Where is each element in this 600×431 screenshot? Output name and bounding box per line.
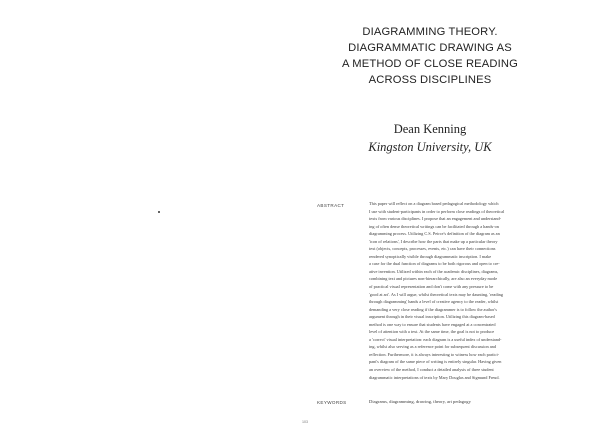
page-number: 103 [302,420,308,424]
abstract-line: ing of often dense theoretical writings can be facilitated through a hands-on [369,223,499,229]
abstract-line: of practical visual representation and don't come with any pressure to be [369,284,494,290]
author-affiliation: Kingston University, UK [368,140,492,154]
abstract-line: reflection. Furthermore, it is always interesting to witness how each partici- [369,351,500,357]
abstract-line: ing, whilst also serving as a reference point for subsequent discussion and [369,344,496,350]
title-line: DIAGRAMMATIC DRAWING AS [348,42,512,54]
abstract-body [369,200,581,381]
title-line: A METHOD OF CLOSE READING [342,58,518,70]
abstract-line: rendered synoptically visible through diagrammatic inscription. I make [369,253,492,259]
title-line: ACROSS DISCIPLINES [368,74,492,86]
abstract-line: 'icon of relations', I describe how the parts that make up a particular theory [369,238,498,244]
abstract-line: through diagramming' hands a level of creative agency to the reader, whilst [369,299,499,305]
abstract-line: diagrammatic interpretations of texts by Mary Douglas and Sigmund Freud. [369,374,500,380]
abstract-line: method is one way to ensure that students have engaged at a concentrated [369,321,496,327]
abstract-line: I use with student-participants in order to perform close readings of theoretical [369,208,505,214]
abstract-line: demanding a very close reading if the diagrammer is to follow the author's [369,306,497,312]
abstract-line: 'good at art'. As I will argue, whilst theoretical texts may be daunting, 'reading [369,291,503,297]
abstract-line: a 'correct' visual interpretation: each diagram is a useful index of understand- [369,336,502,342]
keywords-list: Diagrams, diagramming, drawing, theory, art pedagogy [369,399,471,404]
abstract-line: argument through in their visual inscription. Utilizing this diagram-based [369,314,495,320]
abstract-line: an overview of the method, I conduct a detailed analysis of three student [369,367,494,373]
abstract-line: pant's diagram of the same piece of writing is entirely singular. Having given [369,359,502,365]
abstract-line: ative invention. Utilized within each of the academic disciplines, diagrams, [369,268,499,274]
abstract-line: text (objects, concepts, processes, events, etc.) can have their connections [369,246,496,252]
abstract-line: a case for the dual function of diagrams to be both rigorous and open to cre- [369,261,500,267]
paper-title [340,24,520,88]
title-line: DIAGRAMMING THEORY. [362,26,498,38]
keywords-label: KEYWORDS [317,400,347,405]
bullet-mark [158,211,160,213]
abstract-line: texts from various disciplines. I propose that an engagement and understand- [369,216,502,222]
abstract-line: level of attention with a text. At the same time, the goal is not to produce [369,329,495,335]
abstract-line: This paper will reflect on a diagram based pedagogical methodology which [369,201,499,206]
abstract-line: combining text and pictures non-hierarchically, are also an everyday mode [369,276,498,282]
abstract-line: diagramming process. Utilizing C.S. Peirce's definition of the diagram as an [369,231,500,237]
author-name: Dean Kenning [393,122,467,136]
abstract-label: ABSTRACT [317,203,345,208]
